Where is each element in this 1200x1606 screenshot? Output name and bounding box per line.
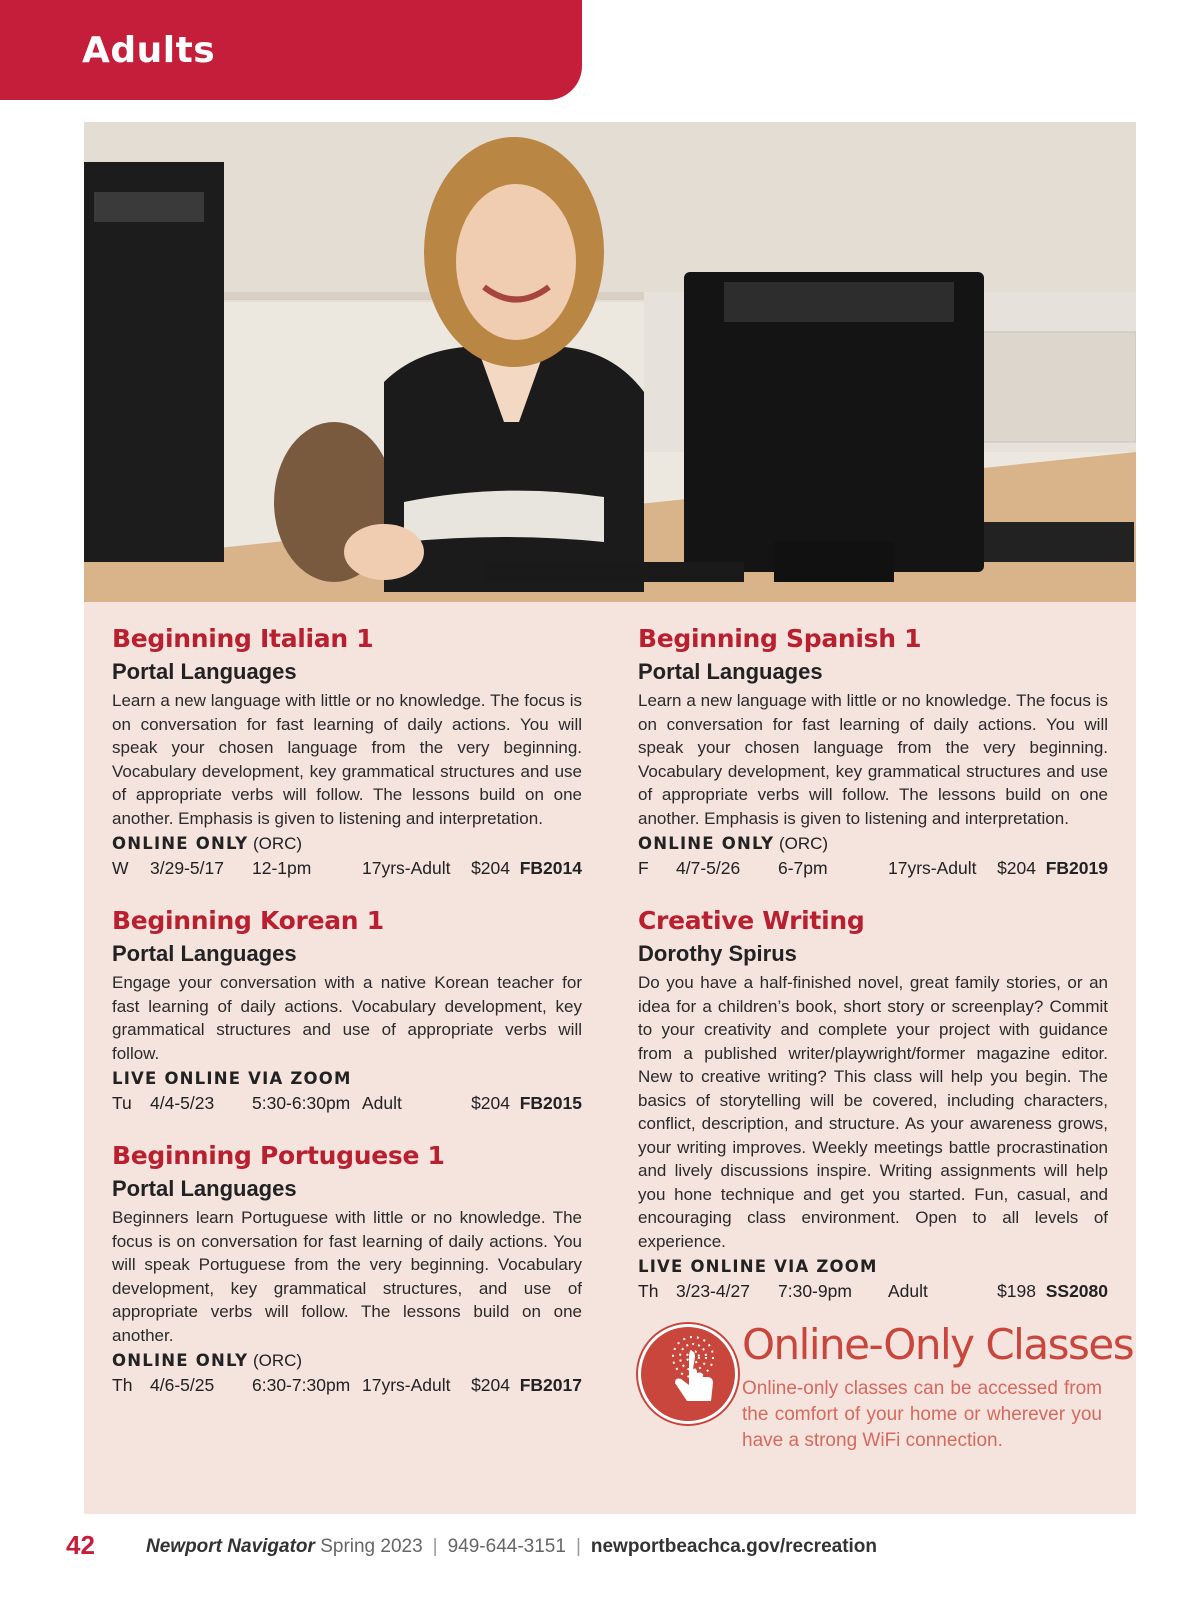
- schedule-day: W: [112, 858, 129, 878]
- season: Spring 2023: [314, 1536, 423, 1557]
- course-title: Beginning Korean 1: [112, 906, 384, 935]
- schedule-dates: 3/23-4/27: [676, 1281, 750, 1301]
- online-only-promo: [638, 1320, 1134, 1464]
- schedule-price: $198: [997, 1281, 1036, 1301]
- course-portuguese: [112, 1141, 582, 1397]
- course-mode: LIVE ONLINE VIA ZOOM: [638, 1257, 878, 1276]
- course-description: Engage your conversation with a native Korean teacher for fast learning of daily actions. Vocabulary development, key grammatical structures and use of appropriate verbs will follow.: [112, 973, 582, 1063]
- touch-hand-icon: [638, 1324, 738, 1424]
- course-korean: [112, 906, 582, 1115]
- course-code: FB2014: [519, 858, 582, 878]
- schedule-time: 6:30-7:30pm: [252, 1375, 351, 1395]
- schedule-dates: 4/6-5/25: [150, 1375, 215, 1395]
- course-provider: Portal Languages: [112, 941, 297, 966]
- separator: |: [575, 1536, 581, 1557]
- course-spanish: [638, 624, 1108, 880]
- course-title: Beginning Portuguese 1: [112, 1141, 445, 1170]
- schedule-dates: 4/4-5/23: [150, 1093, 215, 1113]
- schedule-price: $204: [471, 1375, 510, 1395]
- course-code: FB2019: [1045, 858, 1108, 878]
- course-schedule: [112, 856, 582, 880]
- section-title: Adults: [82, 30, 216, 71]
- page-footer: [0, 1530, 1200, 1570]
- publication-name: Newport Navigator: [146, 1536, 315, 1557]
- schedule-day: Th: [112, 1375, 133, 1395]
- schedule-dates: 3/29-5/17: [150, 858, 224, 878]
- phone-number: 949-644-3151: [447, 1536, 566, 1557]
- schedule-price: $204: [997, 858, 1036, 878]
- course-description: Learn a new language with little or no knowledge. The focus is on conversation for fast learning of daily actions. You will speak your chosen language from the very beginning. Vocabulary development, key grammatical structures and use of appropriate verbs will follow. The lessons build on one another. Emphasis is given to listening and interpretation.: [112, 691, 582, 828]
- website-link[interactable]: newportbeachca.gov/recreation: [590, 1536, 878, 1557]
- course-schedule: [638, 1279, 1108, 1303]
- promo-title: Online-Only Classes: [742, 1320, 1134, 1369]
- photo-illustration: [84, 122, 1136, 602]
- course-creative-writing: [638, 906, 1108, 1303]
- course-mode: LIVE ONLINE VIA ZOOM: [112, 1069, 352, 1088]
- course-code: FB2017: [519, 1375, 582, 1395]
- schedule-day: Tu: [112, 1093, 132, 1113]
- schedule-time: 6-7pm: [778, 858, 828, 878]
- schedule-day: F: [638, 858, 649, 878]
- course-mode: ONLINE ONLY (ORC): [638, 834, 829, 853]
- left-column: [112, 624, 582, 1423]
- course-title: Beginning Spanish 1: [638, 624, 922, 653]
- separator: |: [432, 1536, 438, 1557]
- schedule-time: 7:30-9pm: [778, 1281, 852, 1301]
- course-title: Creative Writing: [638, 906, 865, 935]
- hero-photo: [84, 122, 1136, 602]
- schedule-day: Th: [638, 1281, 659, 1301]
- schedule-ages: 17yrs-Adult: [362, 1375, 451, 1395]
- page-number: 42: [66, 1530, 95, 1560]
- promo-text: Online-only classes can be accessed from the comfort of your home or wherever you have a strong WiFi connection.: [742, 1378, 1102, 1451]
- course-provider: Dorothy Spirus: [638, 941, 797, 966]
- course-panel: [84, 602, 1136, 1514]
- course-schedule: [638, 856, 1108, 880]
- course-mode: ONLINE ONLY (ORC): [112, 1351, 303, 1370]
- schedule-dates: 4/7-5/26: [676, 858, 741, 878]
- course-code: SS2080: [1045, 1281, 1108, 1301]
- schedule-ages: 17yrs-Adult: [362, 858, 451, 878]
- course-title: Beginning Italian 1: [112, 624, 374, 653]
- section-tab: [0, 0, 582, 100]
- course-description: Learn a new language with little or no knowledge. The focus is on conversation for fast learning of daily actions. You will speak your chosen language from the very beginning. Vocabulary development, key grammatical structures and use of appropriate verbs will follow. The lessons build on one another. Emphasis is given to listening and interpretation.: [638, 691, 1108, 828]
- course-description: Do you have a half-finished novel, great family stories, or an idea for a children’s book, short story or screenplay? Commit to your creativity and complete your project with guidance from a published writer/playwright/former magazine editor. New to creative writing? This class will help you begin. The basics of storytelling will be covered, including characters, conflict, description, and structure. As your awareness grows, your writing improves. Weekly meetings battle procrastination and lively discussions inspire. Writing assignments will help you hone technique and get you started. Fun, casual, and encouraging class environment. Open to all levels of experience.: [638, 973, 1108, 1251]
- course-provider: Portal Languages: [112, 659, 297, 684]
- course-mode: ONLINE ONLY (ORC): [112, 834, 303, 853]
- schedule-ages: Adult: [362, 1093, 402, 1113]
- course-description: Beginners learn Portuguese with little or no knowledge. The focus is on conversation for fast learning of daily actions. You will speak Portuguese from the very beginning. Vocabulary development, key grammatical structures, and use of appropriate verbs will follow. The lessons build on one another.: [112, 1208, 582, 1345]
- schedule-price: $204: [471, 1093, 510, 1113]
- schedule-ages: 17yrs-Adult: [888, 858, 977, 878]
- course-provider: Portal Languages: [112, 1176, 297, 1201]
- footer-info: [146, 1536, 877, 1558]
- schedule-time: 5:30-6:30pm: [252, 1093, 351, 1113]
- schedule-ages: Adult: [888, 1281, 928, 1301]
- schedule-time: 12-1pm: [252, 858, 312, 878]
- course-code: FB2015: [519, 1093, 582, 1113]
- course-schedule: [112, 1373, 582, 1397]
- course-provider: Portal Languages: [638, 659, 823, 684]
- course-schedule: [112, 1091, 582, 1115]
- course-italian: [112, 624, 582, 880]
- schedule-price: $204: [471, 858, 510, 878]
- right-column: [638, 624, 1108, 1329]
